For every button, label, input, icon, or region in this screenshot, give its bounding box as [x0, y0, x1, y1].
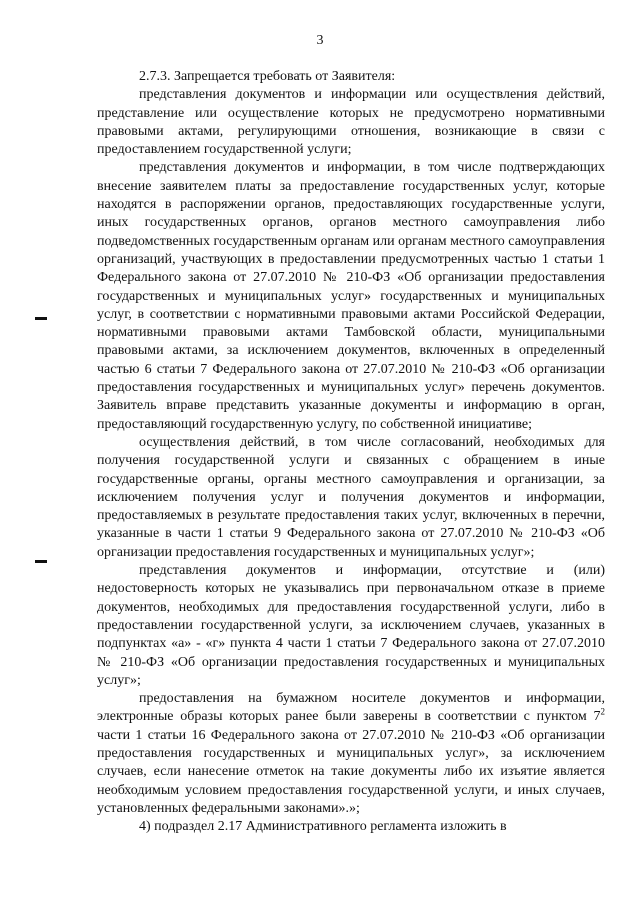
paragraph: представления документов и информации, в том числе подтверждающих внесение заявителем платы за предоставление государственных услуг, которые находятся в распоряжении органов, предоставляющих государственные услуги, иных государственных органов, органов местного самоуправления либо подведомственных государственным органам или органам местного самоуправления организаций, участвующих в предоставлении предусмотренных частью 1 статьи 1 Федерального закона от 27.07.2010 № 210-ФЗ «Об организации предоставления государственных и муниципальных услуг» государственных и муниципальных услуг, в соответствии с нормативными правовыми актами Российской Федерации, нормативными правовыми актами Тамбовской области, муниципальными правовыми актами, за исключением документов, включенных в определенный частью 6 статьи 7 Федерального закона от 27.07.2010 № 210-ФЗ «Об организации предоставления государственных и муниципальных услуг» перечень документов. Заявитель вправе представить указанные документы и информацию в орган, предоставляющий государственную услугу, по собственной инициативе; [97, 160, 605, 432]
paragraph: представления документов и информации или осуществления действий, представление или осуществление которых не предусмотрено нормативными правовыми актами, регулирующими отношения, возникающие в связи с предоставлением государственной услуги; [97, 87, 605, 158]
paragraph: представления документов и информации, отсутствие и (или) недостоверность которых не указывались при первоначальном отказе в приеме документов, необходимых для предоставления государственной услуги, либо в предоставлении государственной услуги, за исключением случаев, указанных в подпунктах «а» - «г» пункта 4 части 1 статьи 7 Федерального закона от 27.07.2010 № 210-ФЗ «Об организации предоставления государственных и муниципальных услуг»; [97, 563, 605, 688]
paragraph: осуществления действий, в том числе согласований, необходимых для получения государственной услуги и связанных с обращением в иные государственные органы, органы местного самоуправления и организации, за исключением получения услуг и получения документов и информации, предоставляемых в результате предоставления таких услуг, включенных в перечни, указанные в части 1 статьи 9 Федерального закона от 27.07.2010 № 210-ФЗ «Об организации предоставления государственных и муниципальных услуг»; [97, 434, 605, 560]
paragraph: 4) подраздел 2.17 Административного регламента изложить в [139, 819, 507, 835]
paragraph-heading: 2.7.3. Запрещается требовать от Заявителя: [139, 69, 396, 84]
paragraph-text: части 1 статьи 16 Федерального закона от 27.07.2010 № 210-ФЗ «Об организации предоставления государственных и муниципальных услуг», за исключением случаев, если нанесение отметок на такие документы либо их изъятие является необходимым условием предоставления государственной услуги, и иных случаев, установленных федеральными законами».»; [97, 727, 605, 816]
page-number: 3 [316, 33, 324, 48]
margin-dash-mark [35, 317, 47, 320]
margin-dash-mark [35, 560, 47, 563]
paragraph-text: предоставления на бумажном носителе документов и информации, электронные образы которых ранее были заверены в соответствии с пунктом 7 [97, 691, 605, 725]
paragraph [97, 690, 605, 818]
document-body [97, 68, 605, 836]
superscript: 2 [600, 706, 605, 717]
